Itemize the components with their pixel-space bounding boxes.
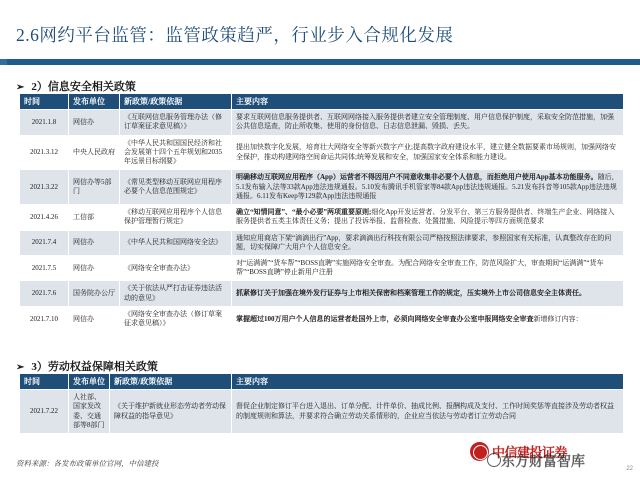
- cell-content-emphasis: 掌握超过100万用户个人信息的运营者赴国外上市，必须向网络安全审查办公室申报网络安全审查: [236, 314, 534, 323]
- cell-content-emphasis: 确立“知情同意”、“最小必要”两项重要原则;: [236, 208, 372, 217]
- table-row: [20, 110, 624, 135]
- column-header-policy: 新政策/政策依据: [110, 374, 232, 390]
- cell-time: 2021.7.5: [20, 256, 69, 281]
- cell-policy: 《中华人民共和国网络安全法》: [120, 230, 232, 255]
- title-divider-accent: [0, 59, 7, 65]
- cell-content: [232, 110, 624, 135]
- cell-time: 2021.7.10: [20, 306, 69, 331]
- cell-content-text: 提出加快数字化发展，培育壮大网络安全等新兴数字产业;提高数字政府建设水平，建立健全数据要素市场规则，加强网络安全保护，推动构建网络空间命运共同体;统筹发展和安全，加强国家安全体系和能力建设。: [236, 143, 616, 161]
- table-header-row: [20, 94, 624, 110]
- table-row: [20, 281, 624, 306]
- column-header-policy: 新政策/政策依据: [120, 94, 232, 110]
- cell-org: 网信办: [69, 230, 120, 255]
- column-header-time: 时间: [20, 94, 69, 110]
- cell-org: 中央人民政府: [69, 135, 120, 170]
- table-row: [20, 256, 624, 281]
- cell-time: 2021.4.26: [20, 205, 69, 230]
- column-header-content: 主要内容: [232, 94, 624, 110]
- cell-org: 网信办: [69, 256, 120, 281]
- cell-content: [232, 306, 624, 331]
- cell-content-text: 督促企业制定修订平台进入退出、订单分配、计件单价、抽成比例、报酬构成及支付、工作时间奖惩等直接涉及劳动者权益的制度规则和算法，并要求符合确立劳动关系情形的，企业应当依法与劳动者订立劳动合同: [236, 402, 614, 420]
- cell-policy: 《互联网信息服务管理办法（修订草案征求意见稿）》: [120, 110, 232, 135]
- table-row: [20, 135, 624, 170]
- cell-content-text: 对“运满满”“货车帮”“BOSS直聘”实施网络安全审查。为配合网络安全审查工作，防范风险扩大，审查期间“运满满”“货车帮”“BOSS直聘”停止新用户注册: [236, 259, 604, 277]
- cell-content-text: 细化App开发运营者、分发平台、第三方服务提供者、终端生产企业、网络接入服务提供者五类主体责任义务；提出了投诉举报、监督检查、处置措施、风险提示等四方面规范要求: [236, 208, 615, 226]
- cell-policy: 《关于依法从严打击证券违法活动的意见》: [120, 281, 232, 306]
- section-heading-label: 3）劳动权益保障相关政策: [31, 361, 158, 373]
- cell-content-emphasis: 明确移动互联网应用程序（App）运营者不得因用户不同意收集非必要个人信息，而拒绝用户使用App基本功能服务。: [236, 173, 598, 182]
- cell-content: [232, 390, 624, 434]
- cell-content-text: 通知应用商店下架“滴滴出行”App，要求滴滴出行科技有限公司严格按照法律要求，参照国家有关标准，认真整改存在的问题，切实保障广大用户个人信息安全。: [236, 233, 612, 251]
- brand-name: 中信建投证券: [492, 445, 568, 460]
- cell-time: 2021.7.6: [20, 281, 69, 306]
- cell-time: 2021.7.22: [20, 390, 69, 434]
- table-header-row: [20, 374, 624, 390]
- bullet-arrow-icon: ➢: [16, 362, 25, 373]
- cell-content: [232, 135, 624, 170]
- cell-policy: 《网络安全审查办法（修订草案征求意见稿）》: [120, 306, 232, 331]
- cell-content-text: 新增修订内容：: [533, 314, 583, 323]
- section-heading-labor-rights: [16, 358, 158, 374]
- cell-org: 人社部、国家发改委、交通部等8部门: [69, 390, 110, 434]
- table-row: [20, 170, 624, 205]
- page-title: 2.6网约平台监管：监管政策趋严，行业步入合规化发展: [16, 25, 454, 45]
- cell-policy: 《移动互联网应用程序个人信息保护管理暂行规定》: [120, 205, 232, 230]
- cell-content-emphasis: 抓紧修订关于加强在境外发行证券与上市相关保密和档案管理工作的规定，压实境外上市公司信息安全主体责任。: [236, 289, 586, 298]
- section-heading-label: 2）信息安全相关政策: [31, 81, 136, 93]
- watermark-circle-icon: [487, 453, 501, 467]
- column-header-time: 时间: [20, 374, 69, 390]
- cell-policy: 《常见类型移动互联网应用程序必要个人信息范围规定》: [120, 170, 232, 205]
- cell-content: [232, 205, 624, 230]
- cell-time: 2021.1.8: [20, 110, 69, 135]
- cell-org: 国务院办公厅: [69, 281, 120, 306]
- cell-content: [232, 256, 624, 281]
- cell-content-text: 要求互联网信息服务提供者、互联网网络接入服务提供者建立安全管理制度、用户信息保护制度，采取安全防范措施，加强公共信息巡查，防止所收集、使用的身份信息、日志信息泄漏、毁损、丢失。: [236, 113, 614, 131]
- cell-content-text: 随后，5.1发布输入法等33款App违法违规通报。5.10发布腾讯手机管家等84款App违法违规通报。5.21发布抖音等105款App违法违规通报。6.11发布Keep等129款App违法违规通报: [236, 173, 619, 200]
- cell-content: [232, 281, 624, 306]
- cell-org: 网信办: [69, 110, 120, 135]
- cell-policy: 《中华人民共和国国民经济和社会发展第十四个五年规划和2035年远景目标纲要》: [120, 135, 232, 170]
- table-information-security-policies: [19, 93, 624, 332]
- cell-time: 2021.7.4: [20, 230, 69, 255]
- bullet-arrow-icon: ➢: [16, 82, 25, 93]
- cell-policy: 《关于维护新就业形态劳动者劳动保障权益的指导意见》: [110, 390, 232, 434]
- title-divider: [0, 59, 640, 65]
- column-header-org: 发布单位: [69, 94, 120, 110]
- table-labor-rights-policies: [19, 373, 624, 434]
- section-heading-information-security: [16, 78, 136, 94]
- cell-content: [232, 230, 624, 255]
- cell-time: 2021.3.12: [20, 135, 69, 170]
- cell-org: 工信部: [69, 205, 120, 230]
- cell-org: 网信办: [69, 306, 120, 331]
- column-header-content: 主要内容: [232, 374, 624, 390]
- table-row: [20, 306, 624, 331]
- cell-time: 2021.3.22: [20, 170, 69, 205]
- table-row: [20, 390, 624, 434]
- table-row: [20, 230, 624, 255]
- page-number: 22: [626, 466, 633, 472]
- watermark-text: 东方财富智库: [501, 455, 585, 470]
- watermark-logo: [487, 451, 585, 471]
- column-header-org: 发布单位: [69, 374, 110, 390]
- cell-org: 网信办等5部门: [69, 170, 120, 205]
- cell-content: [232, 170, 624, 205]
- cell-policy: 《网络安全审查办法》: [120, 256, 232, 281]
- table-row: [20, 205, 624, 230]
- source-note: 资料来源：各发布政策单位官网，中信建投: [16, 459, 159, 468]
